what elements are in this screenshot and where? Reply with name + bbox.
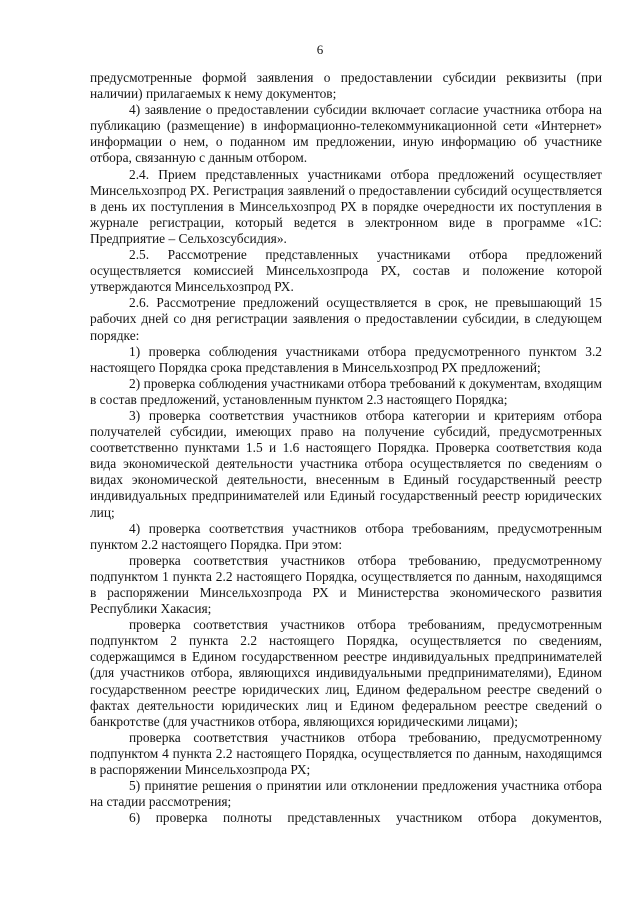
paragraph: 2) проверка соблюдения участниками отбора требований к документам, входящим в состав предложений, установленным пунктом 2.3 настоящего Порядка; [90,375,602,407]
paragraph: 4) заявление о предоставлении субсидии включает согласие участника отбора на публикацию (размещение) в информационно-телекоммуникационной сети «Интернет» информации о нем, о поданном им предложении, иную информацию об участнике отбора, связанную с данным отбором. [90,102,602,166]
document-body [90,70,602,826]
paragraph: 5) принятие решения о принятии или отклонении предложения участника отбора на стадии рассмотрения; [90,778,602,810]
paragraph: 2.4. Прием представленных участниками отбора предложений осуществляет Минсельхозпрод РХ. Регистрация заявлений о предоставлении субсидий осуществляется в день их поступления в Минсельхозпрод РХ в порядке очередности их поступления в журнале регистрации, который ведется в электронном виде в программе «1С: Предприятие – Сельхозсубсидия». [90,166,602,246]
paragraph: 6) проверка полноты представленных участником отбора документов, [129,810,602,826]
paragraph: проверка соответствия участников отбора требованиям, предусмотренным подпунктом 2 пункта 2.2 настоящего Порядка, осуществляется по сведениям, содержащимся в Едином государственном реестре индивидуальных предпринимателей (для участников отбора, являющихся индивидуальными предпринимателями), Едином государственном реестре юридических лиц, Едином федеральном реестре сведений о фактах деятельности юридических лиц и Едином федеральном реестре сведений о банкротстве (для участников отбора, являющихся юридическими лицами); [90,617,602,729]
paragraph: проверка соответствия участников отбора требованию, предусмотренному подпунктом 1 пункта 2.2 настоящего Порядка, осуществляется по данным, находящимся в распоряжении Минсельхозпрода РХ и Министерства экономического развития Республики Хакасия; [90,552,602,617]
paragraph: 1) проверка соблюдения участниками отбора предусмотренного пунктом 3.2 настоящего Порядка срока представления в Минсельхозпрод РХ предложений; [90,343,602,375]
paragraph: проверка соответствия участников отбора требованию, предусмотренному подпунктом 4 пункта 2.2 настоящего Порядка, осуществляется по данным, находящимся в распоряжении Минсельхозпрода РХ; [90,729,602,778]
paragraph: 2.6. Рассмотрение предложений осуществляется в срок, не превышающий 15 рабочих дней со дня регистрации заявления о предоставлении субсидии, в следующем порядке: [90,295,602,343]
paragraph: 4) проверка соответствия участников отбора требованиям, предусмотренным пунктом 2.2 настоящего Порядка. При этом: [90,520,602,552]
page-number: 6 [316,42,324,57]
paragraph: 3) проверка соответствия участников отбора категории и критериям отбора получателей субсидии, имеющих право на получение субсидий, предусмотренных соответственно пунктами 1.5 и 1.6 настоящего Порядка. Проверка соответствия кода вида экономической деятельности участника отбора осуществляется по сведениям о видах экономической деятельности, внесенным в Единый государственный реестр индивидуальных предпринимателей или Единый государственный реестр юридических лиц; [90,407,602,520]
paragraph: 2.5. Рассмотрение представленных участниками отбора предложений осуществляется комиссией Минсельхозпрода РХ, состав и положение которой утверждаются Минсельхозпрод РХ. [90,247,602,295]
paragraph: предусмотренные формой заявления о предоставлении субсидии реквизиты (при наличии) прилагаемых к нему документов; [90,70,602,102]
